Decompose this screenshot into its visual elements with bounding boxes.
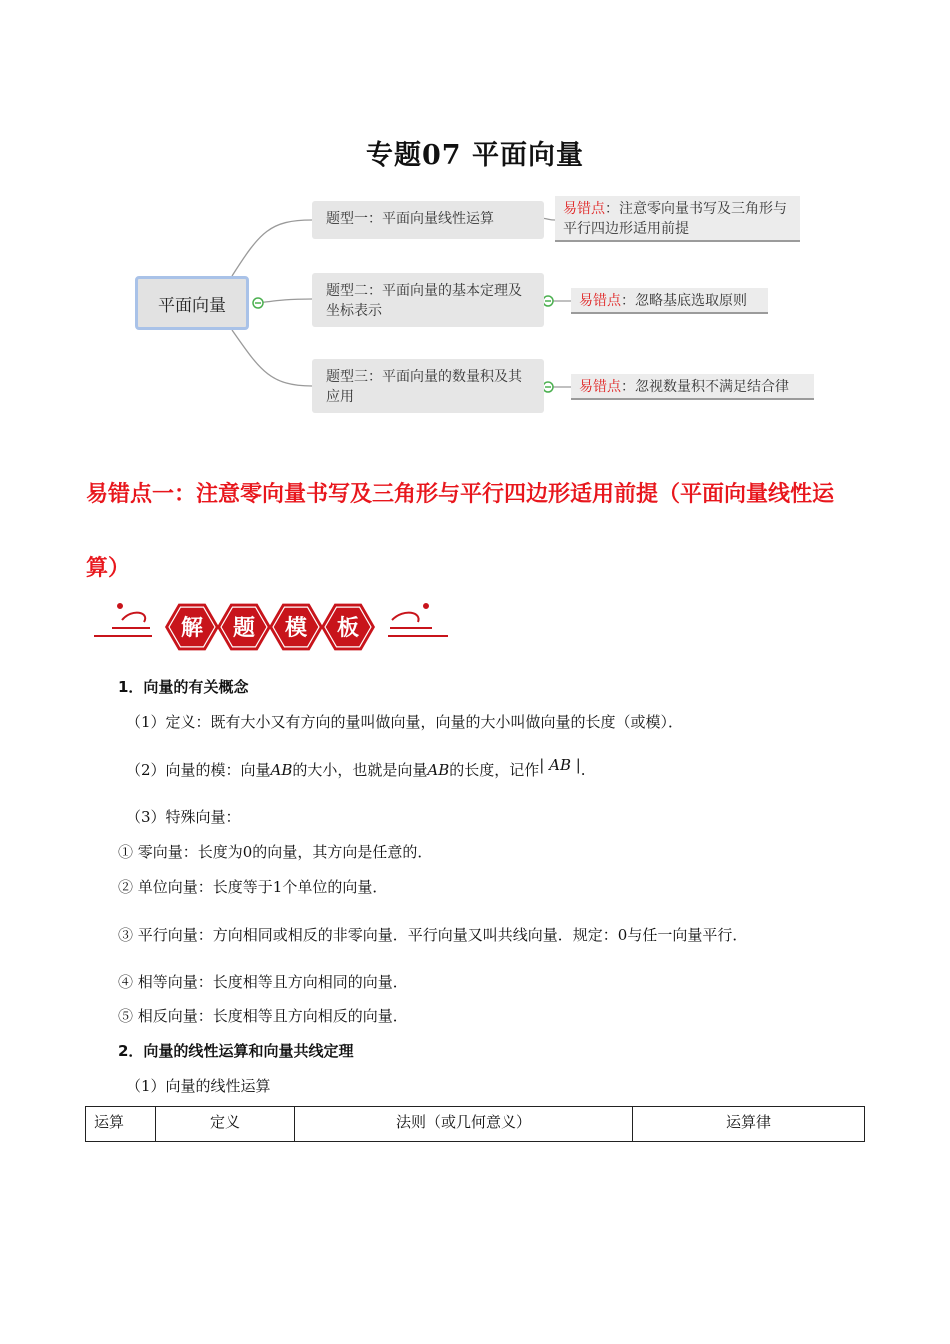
table-header-row (86, 1107, 865, 1142)
error-tag: 易错点 (563, 201, 605, 217)
vector-ab: AB (427, 761, 450, 779)
text: （2）向量的模：向量 (126, 761, 271, 779)
section-heading: 易错点一：注意零向量书写及三角形与平行四边形适用前提（平面向量线性运算） (86, 482, 835, 581)
list-item: ① 零向量：长度为0的向量，其方向是任意的． (118, 843, 433, 861)
banner-char: 板 (336, 616, 360, 641)
list-item: ④ 相等向量：长度相等且方向相同的向量． (118, 973, 408, 991)
cloud-swirl-left-icon (94, 604, 152, 636)
text: 的长度，记作 (449, 761, 540, 779)
text: 的大小，也就是向量 (292, 761, 428, 779)
paragraph-modulus (126, 756, 586, 780)
table-header-cell: 法则（或几何意义） (295, 1107, 633, 1142)
mindmap-topic-1: 题型一：平面向量线性运算 (312, 201, 544, 239)
error-text: ：忽略基底选取原则 (621, 293, 747, 309)
banner-char: 模 (284, 616, 308, 641)
banner-char: 题 (232, 616, 256, 641)
heading-1: 1．向量的有关概念 (118, 678, 249, 696)
solution-template-banner (92, 598, 452, 656)
paragraph-definition: （1）定义：既有大小又有方向的量叫做向量，向量的大小叫做向量的长度（或模）． (126, 713, 684, 731)
error-tag: 易错点 (579, 379, 621, 395)
mindmap-topic-2: 题型二：平面向量的基本定理及坐标表示 (312, 273, 544, 327)
operations-table (85, 1106, 865, 1142)
table-header-cell: 运算律 (633, 1107, 865, 1142)
error-text: ：注意零向量书写及三角形与平行四边形适用前提 (563, 201, 787, 237)
mindmap-root: 平面向量 (135, 276, 249, 330)
mindmap-error-2 (571, 288, 768, 314)
banner-char: 解 (180, 616, 204, 641)
table-header-cell: 定义 (156, 1107, 295, 1142)
mindmap-error-1 (555, 196, 800, 242)
error-text: ：忽视数量积不满足结合律 (621, 379, 789, 395)
cloud-swirl-right-icon (388, 604, 448, 636)
list-item: ③ 平行向量：方向相同或相反的非零向量．平行向量又叫共线向量．规定：0与任一向量平行． (118, 926, 748, 944)
mindmap-error-3 (571, 374, 814, 400)
mindmap-topic-3: 题型三：平面向量的数量积及其应用 (312, 359, 544, 413)
vector-ab-abs: | AB | (539, 756, 581, 774)
paragraph-linear-ops: （1）向量的线性运算 (126, 1077, 271, 1095)
table-header-cell: 运算 (86, 1107, 156, 1142)
list-item: ⑤ 相反向量：长度相等且方向相反的向量． (118, 1007, 408, 1025)
text: . (580, 761, 586, 779)
paragraph-special: （3）特殊向量： (126, 808, 241, 826)
heading-2: 2．向量的线性运算和向量共线定理 (118, 1042, 354, 1060)
page-title: 专题07 平面向量 (366, 140, 584, 171)
vector-ab: AB (270, 761, 293, 779)
list-item: ② 单位向量：长度等于1个单位的向量． (118, 878, 388, 896)
error-tag: 易错点 (579, 293, 621, 309)
